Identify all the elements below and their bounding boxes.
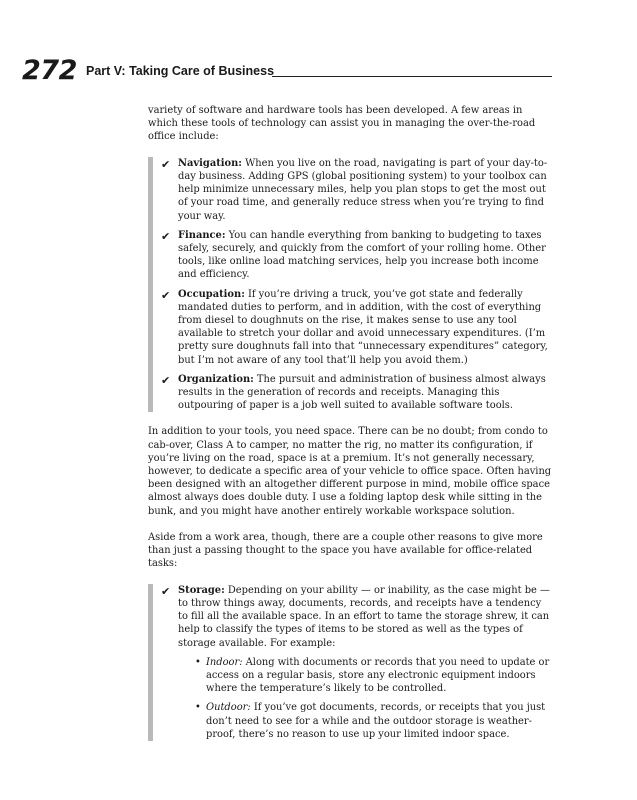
sub-text: If you’ve got documents, records, or receipts that you just don’t need to see for a while and the outdoor storage is weather-proof, there’s no reason to use up your limited indoor space. <box>206 702 546 740</box>
list-text: Depending on your ability — or inability, as the case might be — to throw things away, documents, records, and receipts have a tendency to fill all the available space. In an effort to tame the storage shrew, it can help to classify the types of items to be stored as well as the types of storage available. For example: <box>178 584 550 649</box>
list-term: Occupation: <box>178 288 245 300</box>
intro-paragraph: variety of software and hardware tools has been developed. A few areas in which these tools of technology can assist you in managing the over-the-road office include: <box>148 105 536 143</box>
page-body <box>148 104 553 754</box>
list-term: Organization: <box>178 373 254 385</box>
storage-sub-list <box>178 656 553 741</box>
list-text: When you live on the road, navigating is part of your day-to-day business. Adding GPS (global positioning system) to your toolbox can help minimize unnecessary miles, help you plan stops to get the most out of your road time, and generally reduce stress when you’re trying to find your way. <box>178 157 548 222</box>
check-icon: ✔ <box>161 157 171 171</box>
list-item-navigation <box>159 157 553 223</box>
list-term: Finance: <box>178 229 226 241</box>
list-item-finance <box>159 229 553 282</box>
running-header <box>22 57 552 87</box>
sub-text: Along with documents or records that you need to update or access on a regular basis, store any electronic equipment indoors where the temperature’s likely to be controlled. <box>206 656 550 695</box>
list-item-storage <box>159 584 553 741</box>
check-icon: ✔ <box>161 584 171 598</box>
bullet-dot-icon: • <box>195 656 201 668</box>
storage-list <box>148 584 553 741</box>
list-item-organization <box>159 373 553 413</box>
check-icon: ✔ <box>161 229 171 243</box>
list-term: Storage: <box>178 584 225 596</box>
bullet-dot-icon: • <box>195 702 201 714</box>
list-text: If you’re driving a truck, you’ve got state and federally mandated duties to perform, and in addition, with the cost of everything from diesel to doughnuts on the rise, it makes sense to use any tool available to stretch your dollar and avoid unnecessary expenditures. (I’m pretty sure doughnuts fall into that “unnecessary expenditures” category, but I’m not aware of any tool that’ll help you avoid them.) <box>178 288 548 366</box>
aside-paragraph: Aside from a work area, though, there are a couple other reasons to give more than just a passing thought to the space you have available for office-related tasks: <box>148 532 543 570</box>
tools-list <box>148 157 553 413</box>
sub-item-indoor <box>178 656 553 696</box>
sub-item-outdoor <box>178 701 553 741</box>
sub-term: Outdoor: <box>206 702 251 714</box>
space-paragraph: In addition to your tools, you need space. There can be no doubt; from condo to cab-over, Class A to camper, no matter the rig, no matter its configuration, if you’re living on the road, space is at a premium. It’s not generally necessary, however, to dedicate a specific area of your vehicle to office space. Often having been designed with an altogether different purpose in mind, mobile office space almost always does double duty. I use a folding laptop desk while sitting in the bunk, and you might have another entirely workable workspace solution. <box>148 426 552 517</box>
header-rule <box>272 76 552 77</box>
check-icon: ✔ <box>161 373 171 387</box>
list-term: Navigation: <box>178 157 242 169</box>
sub-term: Indoor: <box>206 656 243 668</box>
list-text: You can handle everything from banking to budgeting to taxes safely, securely, and quickly from the comfort of your rolling home. Other tools, like online load matching services, help you increase both income and efficiency. <box>178 229 546 281</box>
check-icon: ✔ <box>161 288 171 302</box>
list-text: The pursuit and administration of business almost always results in the generation of records and receipts. Managing this outpouring of paper is a job well suited to available software tools. <box>178 373 546 412</box>
page-number: 272 <box>22 55 77 86</box>
part-title: Part V: Taking Care of Business <box>86 64 275 78</box>
list-item-occupation <box>159 288 553 367</box>
